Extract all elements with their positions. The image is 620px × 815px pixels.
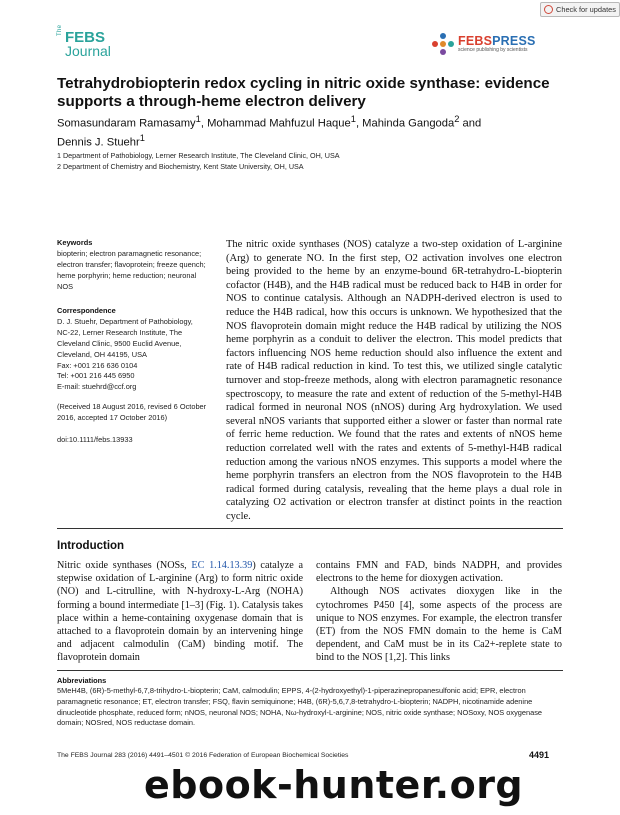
author-affil-sup: 1 (195, 114, 201, 124)
section-divider (57, 528, 563, 529)
doi-link[interactable]: doi:10.1111/febs.13933 (57, 435, 133, 444)
affiliations (57, 150, 340, 172)
correspondence-line: NC-22, Lerner Research Institute, The (57, 327, 183, 337)
journal-logo-journal: Journal (65, 43, 111, 59)
page-number: 4491 (529, 750, 550, 760)
author-affil-sup: 2 (454, 114, 460, 124)
press-tagline: science publishing by scientists (458, 47, 528, 54)
author-name: Somasundaram Ramasamy (57, 117, 196, 130)
correspondence-line: Cleveland Clinic, 9500 Euclid Avenue, (57, 338, 182, 348)
abbreviations-divider (57, 670, 563, 671)
journal-logo-febs: FEBS (65, 29, 106, 46)
author-affil-sup: 1 (350, 114, 356, 124)
intro-column-right (316, 559, 562, 665)
abbreviations-heading: Abbreviations (57, 676, 107, 685)
intro-paragraph: contains FMN and FAD, binds NADPH, and provides electrons to the heme for dioxygen activation. (316, 560, 562, 585)
affiliation-2: 2 Department of Chemistry and Biochemistry, Kent State University, OH, USA (57, 162, 304, 171)
author-affil-sup: 1 (139, 133, 145, 144)
press-name-press: PRESS (492, 33, 536, 48)
abstract: The nitric oxide synthases (NOS) catalyze a two-step oxidation of L-arginine (Arg) to generate NO. In the first step, O2 activation involves one electron being provided to the heme by an enzyme-bound 6R-tetrahydro-L-biopterin cofactor (H4B), and the H4B radical must be reduced back to H4B in order for NOS to continue catalysis. Although an NADPH-derived electron is used to reduce the H4B radical, how this occurs is unknown. We hypothesized that the NOS flavoprotein domain might reduce the H4B radical by utilizing the NOS heme porphyrin as a conduit to deliver the electron. This model predicts that factors influencing NOS heme reduction should also influence the extent and rate of H4B radical reduction in kind. To test this, we utilized single catalytic turnover and stop-freeze methods, along with electron paramagnetic resonance spectroscopy, to measure the rate and extent of reduction of the 5-methyl-H4B radical formed in neuronal NOS (nNOS) during Arg hydroxylation. We used several nNOS variants that supported either a slower or faster than normal rate of ferric heme reduction. We found that the rates and extents of nNOS heme reduction correlated well with the rates and extents of 5-methyl-H4B radical reduction among the various nNOS enzymes. This supports a model where the heme porphyrin transfers an electron from the NOS flavoprotein to the H4B radical formed during catalysis, revealing that the heme plays a dual role in catalyzing O2 activation or electron transfer at distinct points in the reaction cycle. (226, 239, 562, 522)
correspondence-line: D. J. Stuehr, Department of Pathobiology, (57, 316, 193, 326)
intro-text: Nitric oxide synthases (NOSs, (57, 560, 192, 571)
author-name: Mohammad Mahfuzul Haque (207, 117, 351, 130)
intro-text: ) catalyze a stepwise oxidation of L-arginine (Arg) to form nitric oxide (NO) and L-citrulline, with N-hydroxy-L-Arg (NOHA) forming a bound intermediate [1–3] (Fig. 1). Catalysis takes place within a heme-containing oxygenase domain that is attached to a flavoprotein domain by an intervening hinge and adjacent calmodulin (CaM) binding motif. The flavoprotein domain (57, 560, 303, 664)
introduction-heading: Introduction (57, 540, 125, 552)
check-for-updates-label: Check for updates (556, 5, 616, 14)
keywords-section (57, 238, 209, 293)
article-title: Tetrahydrobiopterin redox cycling in nitric oxide synthase: evidence supports a through-heme electron delivery (57, 75, 550, 110)
journal-logo-the: The (57, 24, 63, 36)
refresh-icon (544, 5, 553, 14)
intro-column-left (57, 559, 303, 665)
received-dates: (Received 18 August 2016, revised 6 October 2016, accepted 17 October 2016) (57, 402, 207, 422)
email-link[interactable]: E-mail: stuehrd@ccf.org (57, 382, 137, 392)
correspondence-heading: Correspondence (57, 306, 116, 315)
affiliation-1: 1 Department of Pathobiology, Lerner Research Institute, The Cleveland Clinic, OH, USA (57, 151, 340, 160)
author-list: Somasundaram Ramasamy$^1$, Mohammad Mahfuzul Haque$^1$, Mahinda Gangoda$^2$ and Dennis J. Stuehr$^1$ (57, 114, 482, 150)
febs-press-logo (432, 32, 536, 56)
correspondence-line: Tel: +001 216 445 6950 (57, 371, 135, 381)
author-name: Dennis J. Stuehr (57, 137, 140, 150)
keywords-text: biopterin; electron paramagnetic resonance; electron transfer; flavoprotein; freeze quench; heme porphyrin; heme reduction; neuronal NOS (57, 248, 206, 291)
correspondence-line: Fax: +001 216 636 0104 (57, 360, 138, 370)
ec-number-link[interactable]: EC 1.14.13.39 (191, 560, 253, 571)
intro-paragraph: Although NOS activates dioxygen like in the cytochromes P450 [4], some aspects of the process are unique to NOS enzymes. For example, the electron transfer (ET) from the NOS FMN domain to the heme is CaM dependent, and CaM must be in its Ca2+-replete state to bind to the NOS [1,2]. This links (316, 586, 562, 664)
footer-citation: The FEBS Journal 283 (2016) 4491–4501 © 2016 Federation of European Biochemical Societies (57, 752, 349, 759)
keywords-heading: Keywords (57, 238, 93, 247)
abbreviations-text: 5MeH4B, (6R)-5-methyl-6,7,8-trihydro-L-biopterin; CaM, calmodulin; EPPS, 4-(2-hydroxyethyl)-1-piperazinepropanesulfonic acid; EPR, electron paramagnetic resonance; ET, electron transfer; FSQ, flavin semiquinone; H4B, (6R)-5,6,7,8-tetrahydro-L-biopterin; NADPH, nicotinamide adenine dinucleotide phosphate, reduced form; nNOS, neuronal NOS; NOHA, Nω-hydroxyl-L-arginine; NOS, nitric oxide synthase; NOSoxy, NOS oxygenase domain; NOSred, NOS reductase domain. (57, 686, 543, 728)
press-name-febs: FEBS (458, 33, 493, 48)
watermark: ebook-hunter.org (144, 763, 524, 807)
correspondence-line: Cleveland, OH 44195, USA (57, 349, 147, 359)
check-for-updates-button[interactable] (540, 2, 620, 17)
author-name: Mahinda Gangoda (362, 117, 455, 130)
febs-press-dots-icon (432, 33, 454, 55)
correspondence-section (57, 306, 209, 393)
